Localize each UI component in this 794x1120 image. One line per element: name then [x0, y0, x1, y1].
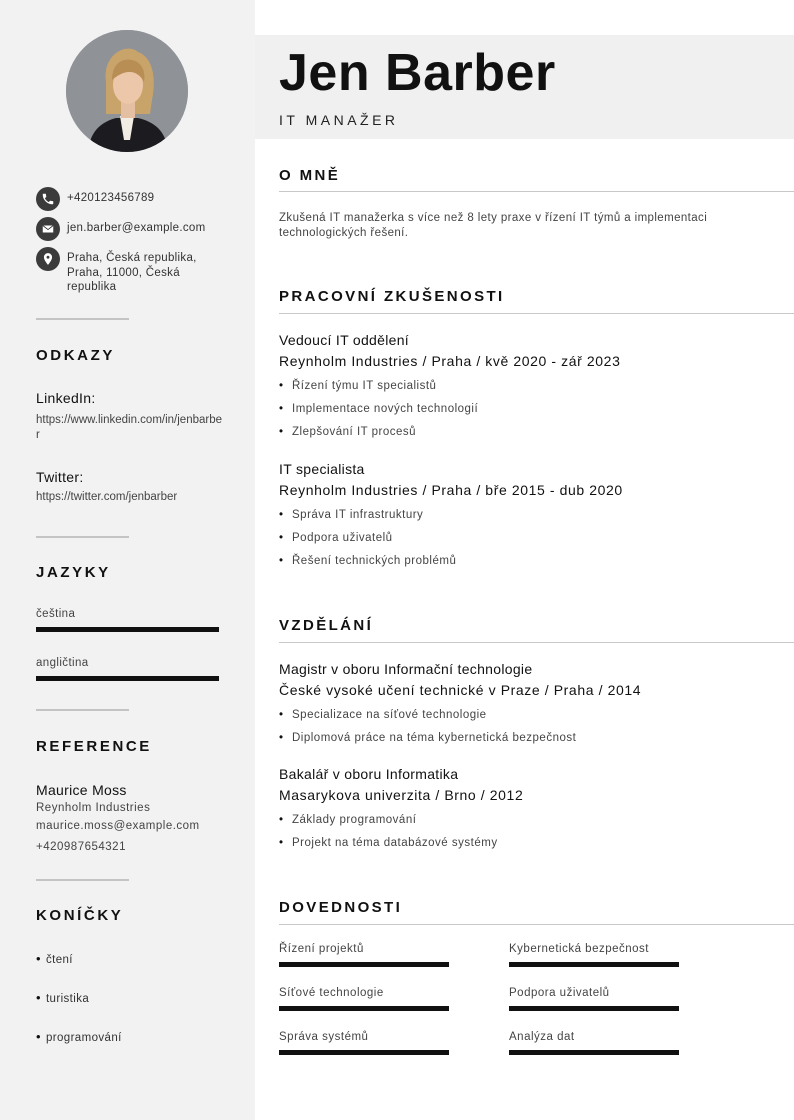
address-text: Praha, Česká republika, Praha, 11000, Česká republika	[67, 252, 197, 293]
reference-email[interactable]: maurice.moss@example.com	[36, 820, 200, 832]
education-bullet: • Základy programování	[279, 814, 417, 826]
contact-email[interactable]	[36, 217, 226, 241]
job-bullet: • Implementace nových technologií	[279, 403, 479, 415]
skills-heading: DOVEDNOSTI	[279, 899, 403, 916]
twitter-label: Twitter:	[36, 469, 84, 485]
skill-level-bar	[509, 962, 679, 967]
bullet-text: Řešení technických problémů	[292, 555, 457, 567]
bullet-text: Správa IT infrastruktury	[292, 509, 424, 521]
section-rule	[279, 191, 794, 192]
linkedin-label: LinkedIn:	[36, 390, 96, 406]
skill-level-bar	[279, 1050, 449, 1055]
sidebar	[0, 0, 255, 1120]
hobby-item: • turistika	[36, 990, 90, 1005]
skill-level-fill	[279, 962, 449, 967]
skill-level-fill	[509, 1006, 679, 1011]
job-bullet: • Řízení týmu IT specialistů	[279, 380, 437, 392]
education-bullet: • Diplomová práce na téma kybernetická bezpečnost	[279, 732, 577, 744]
bullet-text: Diplomová práce na téma kybernetická bezpečnost	[292, 732, 577, 744]
section-rule	[279, 924, 794, 925]
language-level-bar	[36, 676, 219, 681]
languages-heading: JAZYKY	[36, 564, 111, 581]
person-name: Jen Barber	[279, 44, 556, 102]
skill-level-bar	[279, 962, 449, 967]
job-subtitle: Reynholm Industries / Praha / kvě 2020 - zář 2023	[279, 353, 621, 369]
contact-phone[interactable]	[36, 187, 226, 211]
language-name: angličtina	[36, 657, 89, 669]
linkedin-link[interactable]: https://www.linkedin.com/in/jenbarber	[36, 414, 223, 441]
hobby-item: • programování	[36, 1029, 122, 1044]
section-rule	[279, 313, 794, 314]
hobby-item: • čtení	[36, 951, 73, 966]
language-level-bar	[36, 627, 219, 632]
job-bullet: • Zlepšování IT procesů	[279, 426, 417, 438]
job-role: IT MANAŽER	[279, 112, 399, 128]
avatar	[66, 30, 188, 152]
education-heading: VZDĚLÁNÍ	[279, 617, 374, 634]
bullet-text: Implementace nových technologií	[292, 403, 479, 415]
bullet-text: Zlepšování IT procesů	[292, 426, 417, 438]
profile-photo-icon	[66, 30, 188, 152]
education-bullet: • Specializace na síťové technologie	[279, 709, 487, 721]
skill-level-fill	[279, 1006, 449, 1011]
reference-heading: REFERENCE	[36, 738, 152, 755]
bullet-text: Projekt na téma databázové systémy	[292, 837, 498, 849]
sidebar-divider	[36, 709, 129, 711]
sidebar-divider	[36, 879, 129, 881]
twitter-link[interactable]: https://twitter.com/jenbarber	[36, 491, 178, 503]
hobby-label: čtení	[45, 954, 73, 966]
sidebar-divider	[36, 536, 129, 538]
email-text: jen.barber@example.com	[67, 222, 206, 234]
location-pin-icon	[36, 247, 60, 271]
experience-heading: PRACOVNÍ ZKUŠENOSTI	[279, 288, 505, 305]
about-text: Zkušená IT manažerka s více než 8 lety praxe v řízení IT týmů a implementaci technologických řešení.	[279, 212, 708, 239]
name-header	[255, 35, 794, 139]
hobbies-heading: KONÍČKY	[36, 907, 124, 924]
skill-name: Kybernetická bezpečnost	[509, 943, 649, 955]
skill-level-fill	[509, 1050, 679, 1055]
job-title: IT specialista	[279, 461, 365, 477]
contact-address	[36, 247, 226, 295]
bullet-text: Základy programování	[292, 814, 417, 826]
job-title: Vedoucí IT oddělení	[279, 332, 409, 348]
phone-text: +420123456789	[67, 192, 155, 204]
language-level-fill	[36, 627, 219, 632]
education-title: Magistr v oboru Informační technologie	[279, 661, 533, 677]
bullet-text: Podpora uživatelů	[292, 532, 393, 544]
job-bullet: • Správa IT infrastruktury	[279, 509, 424, 521]
bullet-text: Specializace na síťové technologie	[292, 709, 487, 721]
skill-name: Síťové technologie	[279, 987, 384, 999]
about-heading: O MNĚ	[279, 167, 341, 184]
job-bullet: • Podpora uživatelů	[279, 532, 393, 544]
skill-level-fill	[279, 1050, 449, 1055]
hobby-label: programování	[45, 1032, 122, 1044]
education-title: Bakalář v oboru Informatika	[279, 766, 459, 782]
phone-icon	[36, 187, 60, 211]
reference-phone[interactable]: +420987654321	[36, 841, 126, 853]
education-bullet: • Projekt na téma databázové systémy	[279, 837, 498, 849]
reference-name: Maurice Moss	[36, 782, 127, 798]
skill-level-fill	[509, 962, 679, 967]
skill-level-bar	[509, 1050, 679, 1055]
education-subtitle: České vysoké učení technické v Praze / Praha / 2014	[279, 682, 642, 698]
education-subtitle: Masarykova univerzita / Brno / 2012	[279, 787, 524, 803]
skill-name: Analýza dat	[509, 1031, 575, 1043]
job-bullet: • Řešení technických problémů	[279, 555, 457, 567]
skill-level-bar	[279, 1006, 449, 1011]
reference-company: Reynholm Industries	[36, 802, 151, 814]
sidebar-divider	[36, 318, 129, 320]
links-heading: ODKAZY	[36, 347, 115, 364]
skill-level-bar	[509, 1006, 679, 1011]
bullet-text: Řízení týmu IT specialistů	[292, 380, 437, 392]
email-icon	[36, 217, 60, 241]
hobby-label: turistika	[45, 993, 90, 1005]
skill-name: Podpora uživatelů	[509, 987, 610, 999]
skill-name: Správa systémů	[279, 1031, 369, 1043]
skill-name: Řízení projektů	[279, 943, 364, 955]
section-rule	[279, 642, 794, 643]
language-level-fill	[36, 676, 219, 681]
language-name: čeština	[36, 608, 76, 620]
job-subtitle: Reynholm Industries / Praha / bře 2015 - dub 2020	[279, 482, 623, 498]
